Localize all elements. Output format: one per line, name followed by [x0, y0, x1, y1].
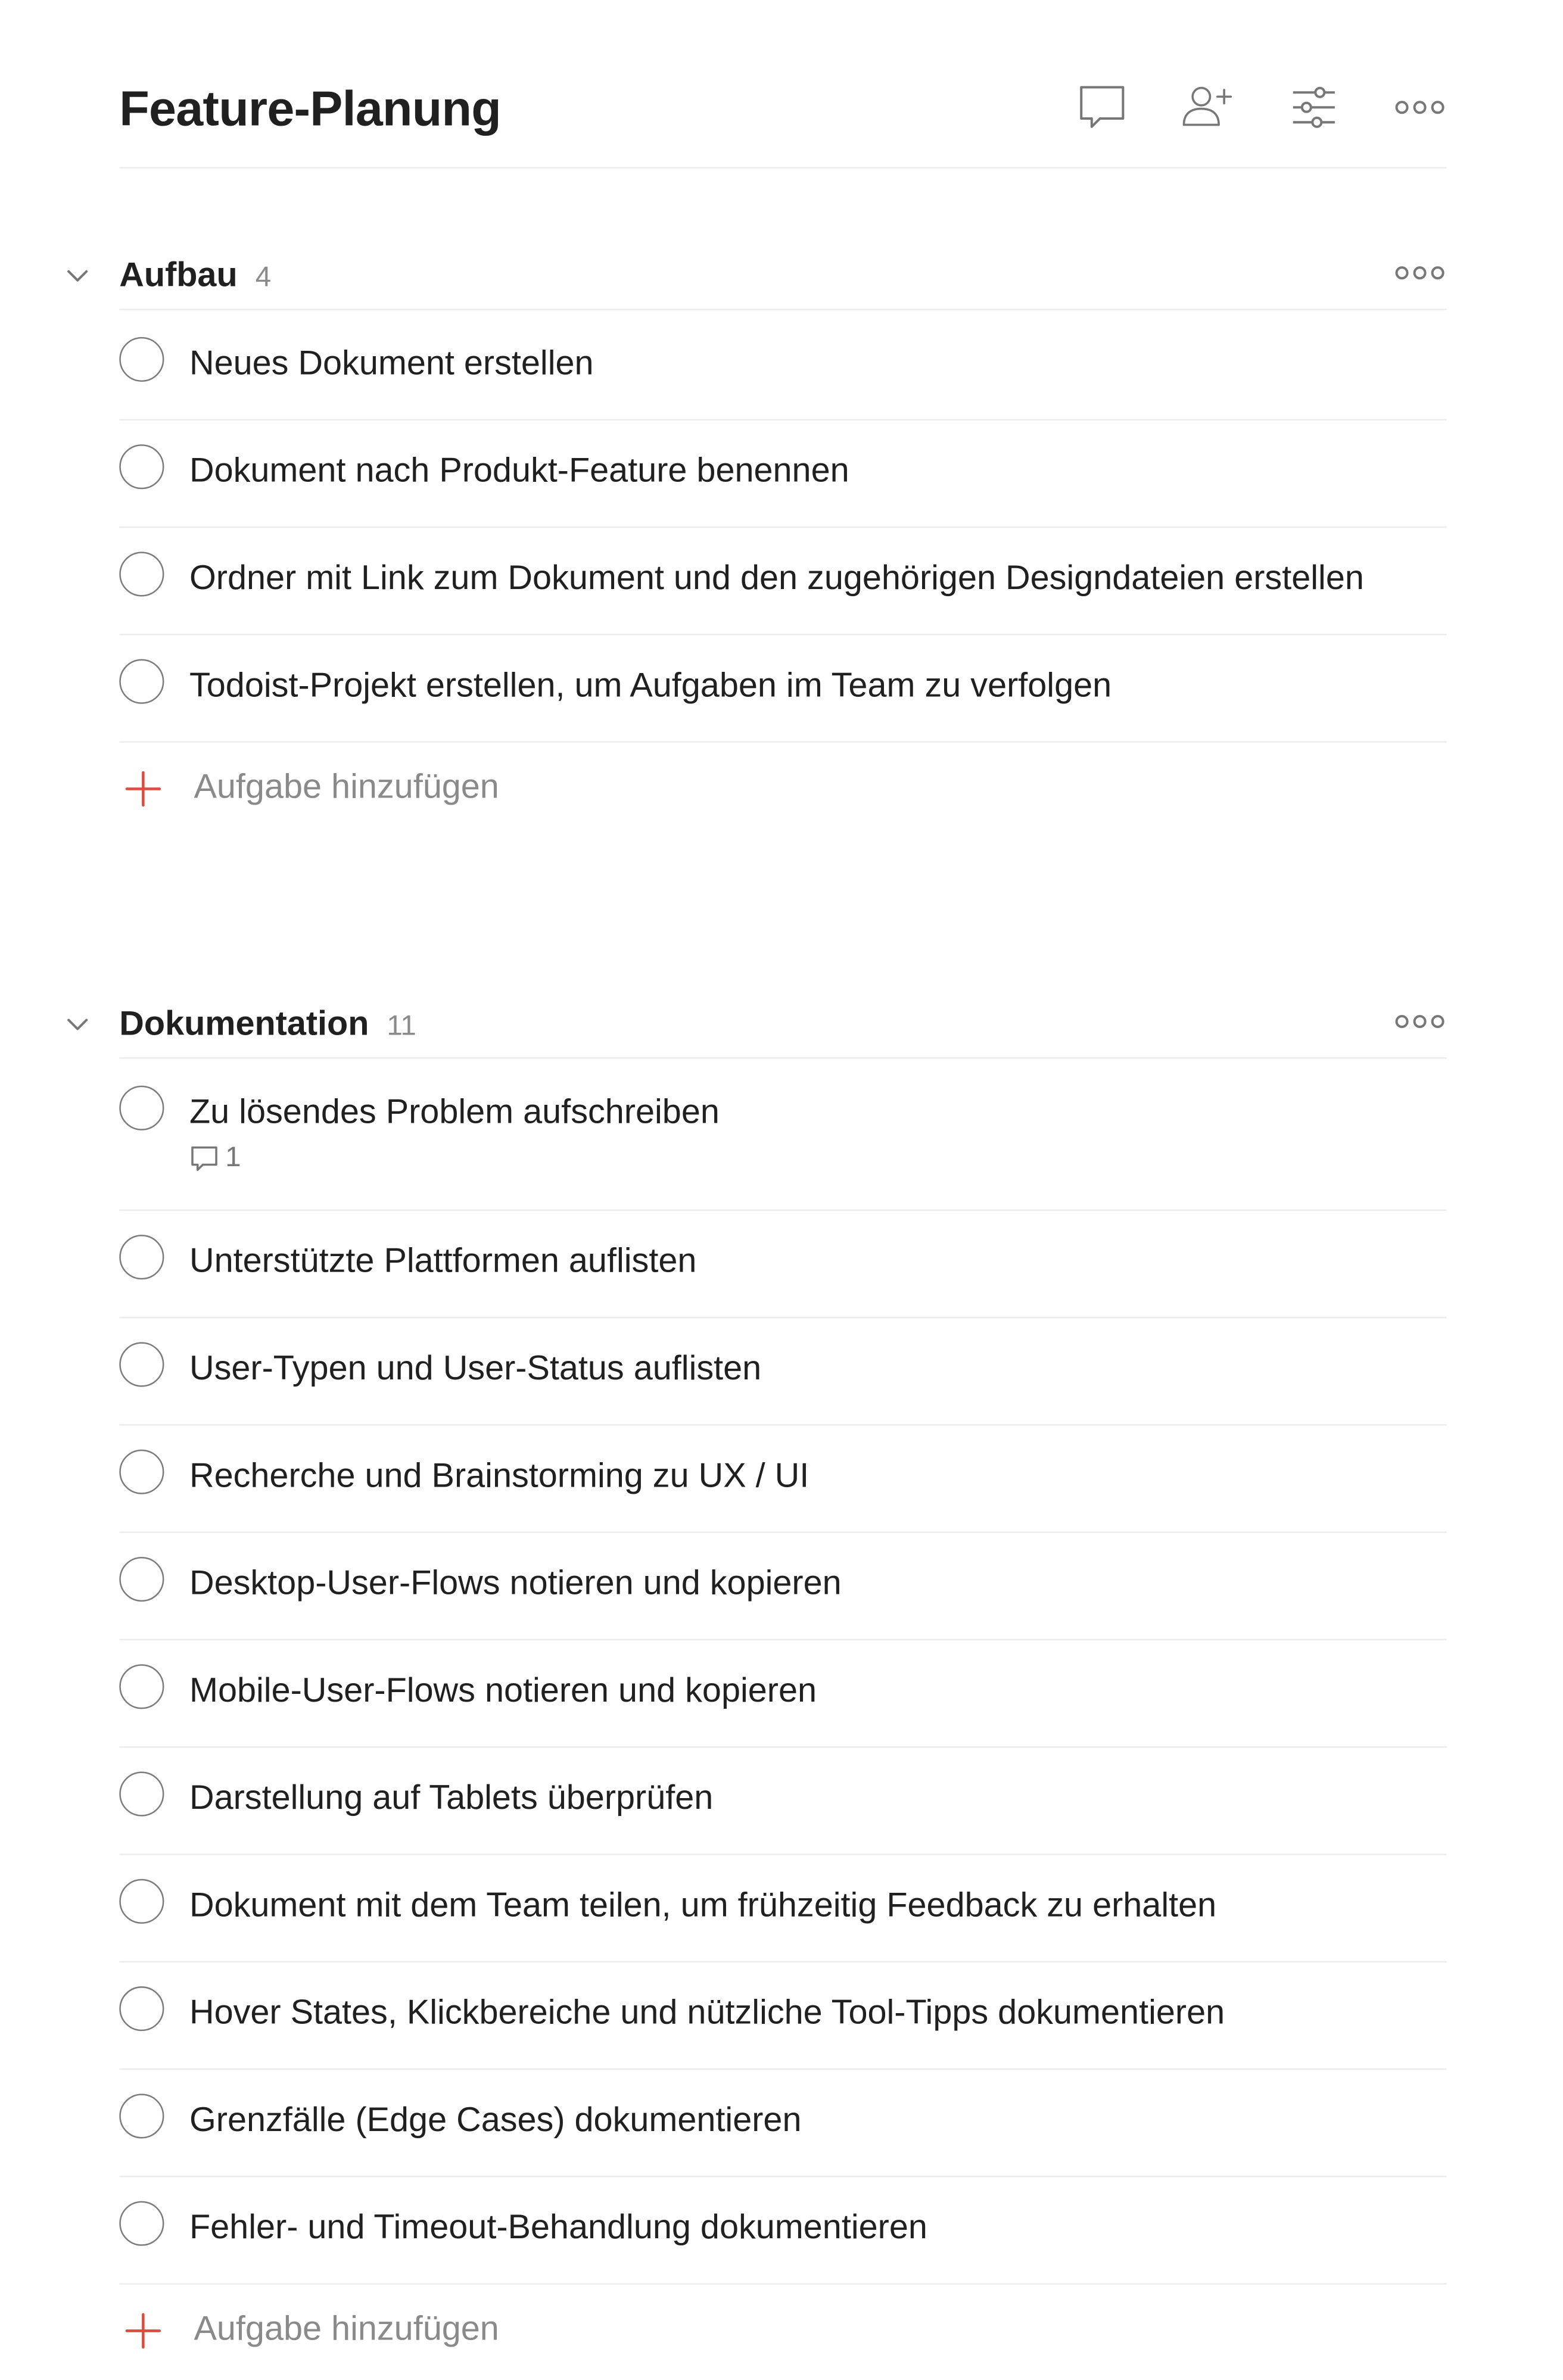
task-item[interactable]: [119, 528, 1446, 635]
section-header-aufbau: [119, 237, 1446, 310]
task-item[interactable]: [119, 1962, 1446, 2070]
section-title: [119, 1004, 416, 1044]
section-header-dokumentation: [119, 986, 1446, 1059]
task-comment-indicator[interactable]: [189, 1141, 1447, 1176]
task-content[interactable]: Neues Dokument erstellen: [189, 342, 594, 382]
sliders-icon: [1288, 82, 1339, 133]
comments-button[interactable]: [1075, 80, 1129, 134]
add-person-icon: [1181, 82, 1235, 133]
comment-icon: [189, 1144, 219, 1173]
task-checkbox[interactable]: [119, 1772, 164, 1817]
task-content[interactable]: Todoist-Projekt erstellen, um Aufgaben im Team zu verfolgen: [189, 665, 1112, 704]
task-checkbox[interactable]: [119, 659, 164, 704]
header-actions: [1075, 80, 1446, 134]
more-actions-button[interactable]: [1393, 80, 1447, 134]
add-task-label: Aufgabe hinzufügen: [194, 2308, 499, 2347]
project-header: [119, 71, 1446, 169]
task-content[interactable]: Desktop-User-Flows notieren und kopieren: [189, 1562, 842, 1602]
section-collapse-button[interactable]: [60, 258, 95, 294]
task-item[interactable]: [119, 1533, 1446, 1640]
comment-icon: [1077, 82, 1128, 133]
more-icon: [1393, 98, 1447, 116]
section-more-button[interactable]: [1393, 1004, 1447, 1039]
task-checkbox[interactable]: [119, 337, 164, 382]
task-content[interactable]: Recherche und Brainstorming zu UX / UI: [189, 1455, 809, 1494]
task-content[interactable]: Darstellung auf Tablets überprüfen: [189, 1777, 714, 1817]
task-content[interactable]: Unterstützte Plattformen auflisten: [189, 1241, 697, 1280]
task-checkbox[interactable]: [119, 1342, 164, 1387]
plus-icon: [124, 770, 163, 808]
chevron-down-icon: [64, 267, 91, 285]
task-checkbox[interactable]: [119, 552, 164, 596]
task-checkbox[interactable]: [119, 1879, 164, 1924]
section-collapse-button[interactable]: [60, 1007, 95, 1042]
task-item[interactable]: [119, 420, 1446, 528]
more-icon: [1393, 1013, 1447, 1030]
view-options-button[interactable]: [1287, 80, 1341, 134]
share-button[interactable]: [1181, 80, 1235, 134]
comment-count: 1: [225, 1142, 241, 1174]
section-task-count: 4: [255, 262, 272, 294]
task-content[interactable]: User-Typen und User-Status auflisten: [189, 1348, 762, 1387]
task-item[interactable]: [119, 1640, 1446, 1747]
task-item[interactable]: [119, 636, 1446, 743]
section-name: Dokumentation: [119, 1004, 369, 1043]
task-content[interactable]: Zu lösendes Problem aufschreiben: [189, 1091, 720, 1130]
task-checkbox[interactable]: [119, 2094, 164, 2138]
section-name: Aufbau: [119, 255, 238, 294]
task-content[interactable]: Grenzfälle (Edge Cases) dokumentieren: [189, 2099, 802, 2139]
add-task-label: Aufgabe hinzufügen: [194, 766, 499, 806]
task-item[interactable]: [119, 1211, 1446, 1318]
task-item[interactable]: [119, 1062, 1446, 1211]
task-content[interactable]: Fehler- und Timeout-Behandlung dokumentieren: [189, 2207, 927, 2246]
task-checkbox[interactable]: [119, 444, 164, 489]
task-checkbox[interactable]: [119, 2201, 164, 2246]
task-item[interactable]: [119, 1855, 1446, 1962]
task-checkbox[interactable]: [119, 1450, 164, 1494]
add-task-button[interactable]: [119, 2285, 1446, 2380]
task-item[interactable]: [119, 2070, 1446, 2177]
task-checkbox[interactable]: [119, 1557, 164, 1602]
chevron-down-icon: [64, 1015, 91, 1033]
task-content[interactable]: Hover States, Klickbereiche und nützliche Tool-Tipps dokumentieren: [189, 1992, 1225, 2032]
project-title: Feature-Planung: [119, 80, 501, 136]
task-checkbox[interactable]: [119, 1664, 164, 1709]
task-item[interactable]: [119, 1747, 1446, 1855]
task-item[interactable]: [119, 2177, 1446, 2285]
task-content[interactable]: Dokument nach Produkt-Feature benennen: [189, 450, 849, 490]
task-item[interactable]: [119, 313, 1446, 420]
task-content[interactable]: Mobile-User-Flows notieren und kopieren: [189, 1670, 817, 1709]
task-checkbox[interactable]: [119, 1235, 164, 1279]
add-task-button[interactable]: [119, 743, 1446, 838]
section-more-button[interactable]: [1393, 255, 1447, 291]
more-icon: [1393, 264, 1447, 282]
task-item[interactable]: [119, 1318, 1446, 1425]
task-content[interactable]: Dokument mit dem Team teilen, um frühzeitig Feedback zu erhalten: [189, 1884, 1217, 1924]
task-content[interactable]: Ordner mit Link zum Dokument und den zugehörigen Designdateien erstellen: [189, 557, 1364, 597]
section-title: [119, 255, 271, 295]
task-list-aufbau: [119, 313, 1446, 838]
plus-icon: [124, 2312, 163, 2350]
task-checkbox[interactable]: [119, 1086, 164, 1130]
section-task-count: 11: [387, 1011, 416, 1043]
task-list-dokumentation: [119, 1062, 1446, 2380]
task-checkbox[interactable]: [119, 1986, 164, 2031]
task-item[interactable]: [119, 1426, 1446, 1533]
